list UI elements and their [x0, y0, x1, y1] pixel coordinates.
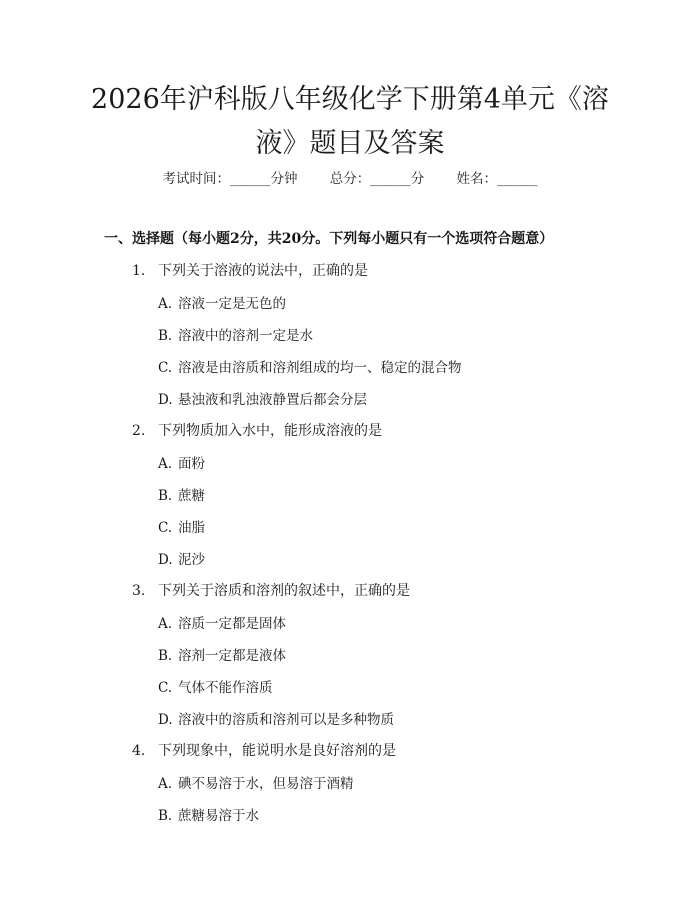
question-1 — [132, 260, 368, 280]
exam-meta — [0, 167, 700, 187]
question-stem: 下列关于溶液的说法中，正确的是 — [158, 263, 368, 279]
option — [158, 772, 354, 792]
option — [158, 356, 462, 376]
option-text: 溶质一定都是固体 — [178, 616, 286, 632]
option-letter: A. — [158, 616, 173, 632]
question-number: 2. — [132, 423, 146, 439]
option — [158, 804, 259, 824]
question-stem: 下列关于溶质和溶剂的叙述中，正确的是 — [158, 583, 410, 599]
student-name-label: 姓名：______ — [456, 171, 538, 187]
option-text: 面粉 — [178, 456, 205, 472]
option-text: 溶液中的溶质和溶剂可以是多种物质 — [178, 712, 394, 728]
option — [158, 644, 286, 664]
option — [158, 388, 367, 408]
exam-time-label: 考试时间：______分钟 — [162, 171, 298, 187]
option — [158, 484, 205, 504]
option-letter: B. — [158, 648, 173, 664]
option — [158, 292, 286, 312]
option-text: 溶液一定是无色的 — [178, 296, 286, 312]
question-number: 1. — [132, 263, 146, 279]
option-letter: C. — [158, 520, 173, 536]
option-text: 油脂 — [178, 520, 205, 536]
option-letter: B. — [158, 488, 173, 504]
option-letter: D. — [158, 392, 173, 408]
question-stem: 下列物质加入水中，能形成溶液的是 — [158, 423, 382, 439]
question-stem: 下列现象中，能说明水是良好溶剂的是 — [158, 743, 396, 759]
option-letter: A. — [158, 456, 173, 472]
option — [158, 516, 205, 536]
question-3 — [132, 580, 410, 600]
question-number: 4. — [132, 743, 146, 759]
option — [158, 324, 313, 344]
question-4 — [132, 740, 396, 760]
document-title: 2026年沪科版八年级化学下册第4单元《溶液》题目及答案 — [91, 84, 609, 159]
section-heading: 一、选择题（每小题2分，共20分。下列每小题只有一个选项符合题意） — [104, 231, 554, 247]
option-letter: B. — [158, 328, 173, 344]
option-text: 蔗糖易溶于水 — [178, 808, 259, 824]
option-letter: B. — [158, 808, 173, 824]
option-letter: D. — [158, 552, 173, 568]
option-letter: D. — [158, 712, 173, 728]
option-text: 碘不易溶于水，但易溶于酒精 — [178, 776, 354, 792]
option-text: 蔗糖 — [178, 488, 205, 504]
option-letter: C. — [158, 680, 173, 696]
option-letter: A. — [158, 776, 173, 792]
option-text: 泥沙 — [178, 552, 205, 568]
option-text: 悬浊液和乳浊液静置后都会分层 — [178, 392, 367, 408]
total-score-label: 总分：______分 — [329, 171, 425, 187]
option — [158, 708, 394, 728]
option — [158, 676, 273, 696]
option-text: 溶液是由溶质和溶剂组成的均一、稳定的混合物 — [178, 360, 462, 376]
option-text: 溶液中的溶剂一定是水 — [178, 328, 313, 344]
option-text: 溶剂一定都是液体 — [178, 648, 286, 664]
option-letter: A. — [158, 296, 173, 312]
option — [158, 548, 205, 568]
option-text: 气体不能作溶质 — [178, 680, 273, 696]
option-letter: C. — [158, 360, 173, 376]
option — [158, 452, 205, 472]
question-2 — [132, 420, 382, 440]
option — [158, 612, 286, 632]
question-number: 3. — [132, 583, 146, 599]
